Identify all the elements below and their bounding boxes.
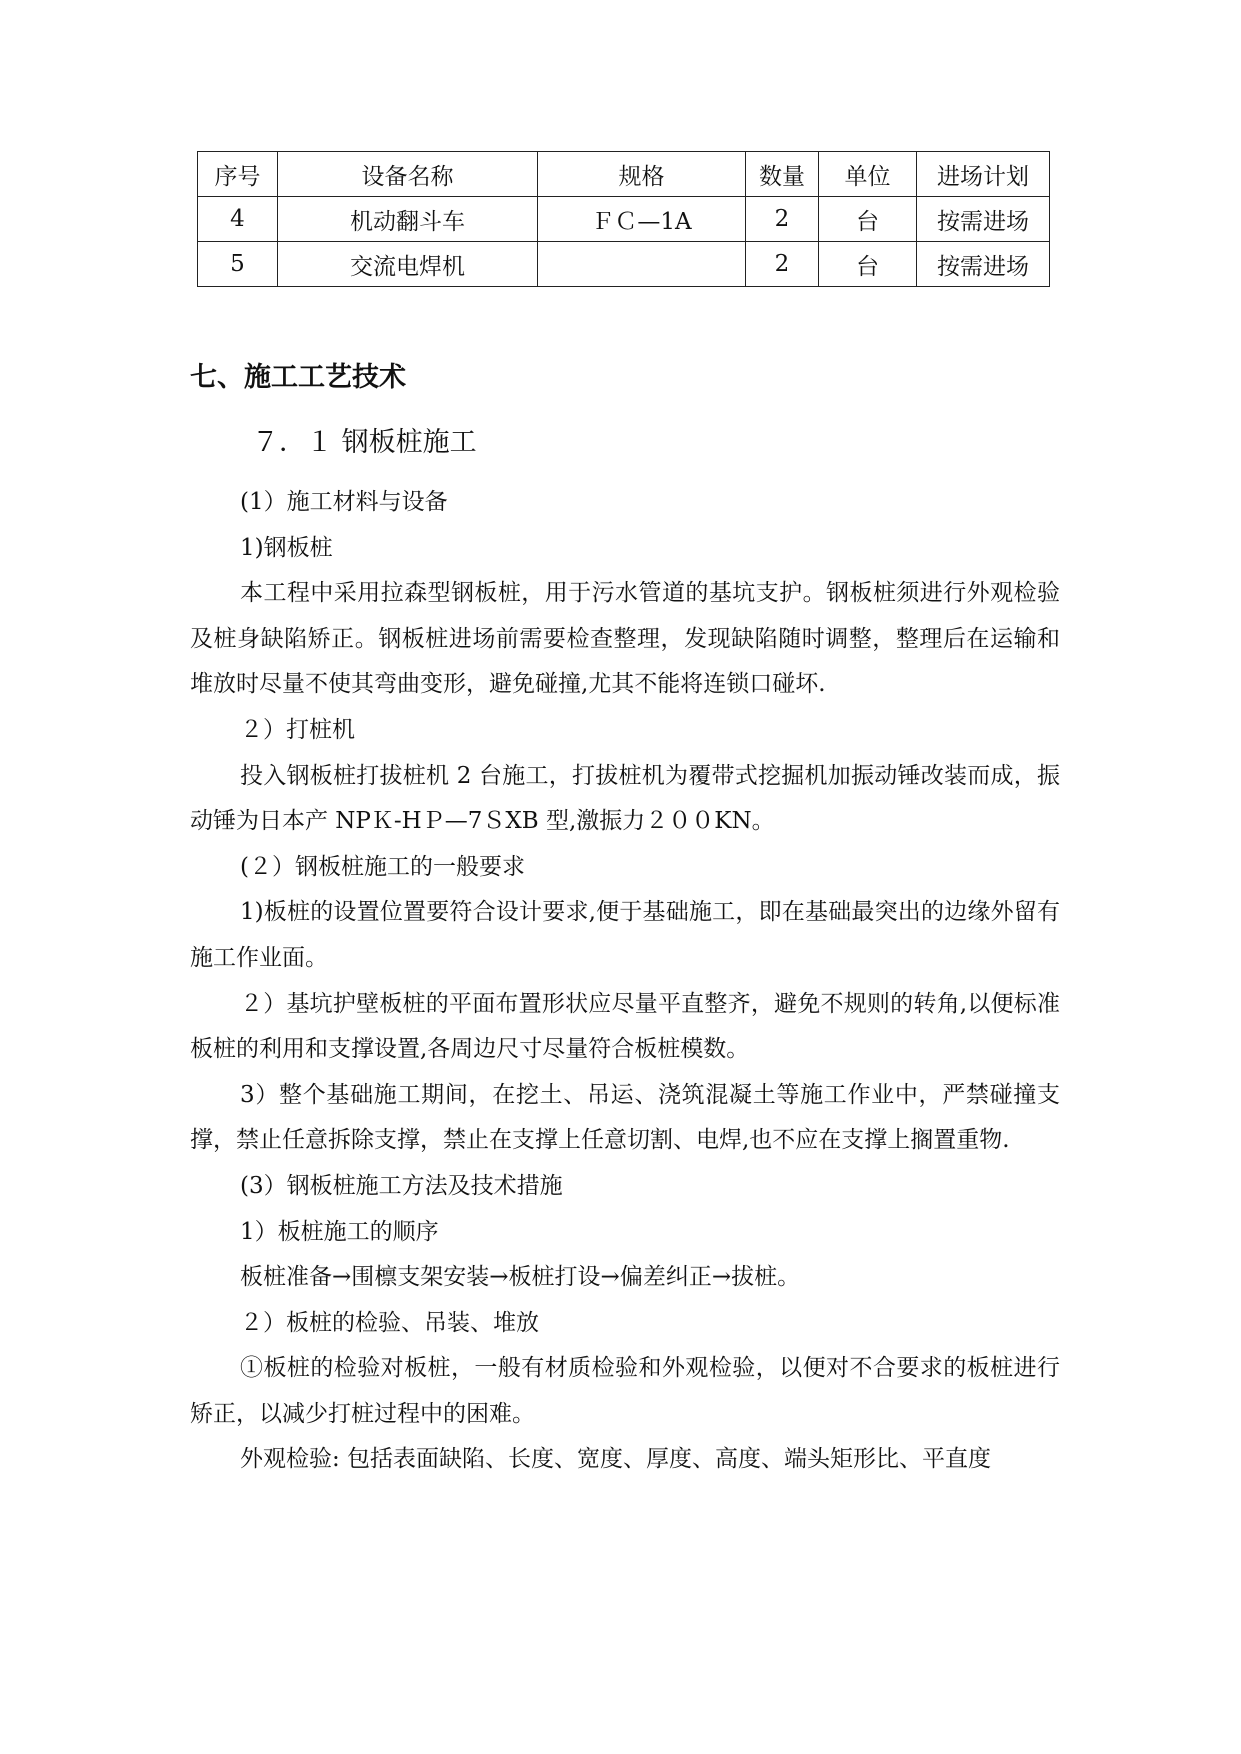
header-cell-plan: 进场计划 bbox=[917, 152, 1050, 197]
equipment-table bbox=[197, 151, 1050, 287]
section-title: 七、施工工艺技术 bbox=[190, 362, 406, 393]
table-header-row bbox=[198, 152, 1050, 197]
table-cell bbox=[538, 242, 746, 287]
paragraph-steel-sheet-pile-text: 本工程中采用拉森型钢板桩，用于污水管道的基坑支护。钢板桩须进行外观检验及桩身缺陷矫正。钢板桩进场前需要检查整理，发现缺陷随时调整，整理后在运输和堆放时尽量不使其弯曲变形，避免碰撞,尤其不能将连锁口碰坏. bbox=[190, 580, 1060, 698]
paragraph-requirement-3: 3）整个基础施工期间，在挖土、吊运、浇筑混凝土等施工作业中，严禁碰撞支撑，禁止任意拆除支撑，禁止在支撑上任意切割、电焊,也不应在支撑上搁置重物. bbox=[190, 1081, 1060, 1154]
header-cell-name: 设备名称 bbox=[278, 152, 538, 197]
paragraph-methods-heading: (3）钢板桩施工方法及技术措施 bbox=[240, 1172, 563, 1199]
header-cell-unit: 单位 bbox=[819, 152, 917, 197]
paragraph-pile-driver-heading: ２）打桩机 bbox=[240, 716, 355, 743]
table-cell: 5 bbox=[198, 242, 278, 287]
table-cell: 台 bbox=[819, 197, 917, 242]
paragraph-requirement-1: 1)板桩的设置位置要符合设计要求,便于基础施工，即在基础最突出的边缘外留有施工作业面。 bbox=[190, 899, 1060, 971]
table-cell: 按需进场 bbox=[917, 197, 1050, 242]
paragraph-general-requirements-heading: (２）钢板桩施工的一般要求 bbox=[240, 853, 525, 880]
table-cell: 2 bbox=[746, 242, 819, 287]
table-cell: 台 bbox=[819, 242, 917, 287]
paragraph-sequence-text: 板桩准备→围檩支架安装→板桩打设→偏差纠正→拔桩。 bbox=[240, 1264, 801, 1291]
table-cell: 机动翻斗车 bbox=[278, 197, 538, 242]
paragraph-steel-sheet-pile-heading: 1)钢板桩 bbox=[240, 534, 333, 561]
subsection-title: ７．１ 钢板桩施工 bbox=[252, 427, 477, 458]
paragraph-sequence-heading: 1）板桩施工的顺序 bbox=[240, 1218, 439, 1245]
table-cell: 2 bbox=[746, 197, 819, 242]
table-cell: 交流电焊机 bbox=[278, 242, 538, 287]
table-row bbox=[198, 197, 1050, 242]
table-cell: 4 bbox=[198, 197, 278, 242]
table-row bbox=[198, 242, 1050, 287]
paragraph-visual-inspection-text: 外观检验: 包括表面缺陷、长度、宽度、厚度、高度、端头矩形比、平直度 bbox=[240, 1446, 992, 1473]
paragraph-inspection-text: ①板桩的检验对板桩，一般有材质检验和外观检验，以便对不合要求的板桩进行矫正，以减少打桩过程中的困难。 bbox=[190, 1355, 1060, 1427]
header-cell-quantity: 数量 bbox=[746, 152, 819, 197]
table-cell: 按需进场 bbox=[917, 242, 1050, 287]
header-cell-spec: 规格 bbox=[538, 152, 746, 197]
paragraph-pile-driver-text: 投入钢板桩打拔桩机 2 台施工，打拔桩机为覆带式挖掘机加振动锤改装而成，振动锤为日本产 NPＫ-HＰ—7ＳXB 型,激振力２００KN。 bbox=[190, 762, 1060, 835]
paragraph-materials-heading: (1）施工材料与设备 bbox=[240, 489, 448, 515]
body-text bbox=[190, 480, 1060, 1483]
paragraph-requirement-2: ２）基坑护壁板桩的平面布置形状应尽量平直整齐，避免不规则的转角,以便标准板桩的利用和支撑设置,各周边尺寸尽量符合板桩模数。 bbox=[190, 990, 1060, 1063]
paragraph-inspection-heading: ２）板桩的检验、吊装、堆放 bbox=[240, 1309, 539, 1336]
header-cell-index: 序号 bbox=[198, 152, 278, 197]
table-cell: ＦＣ—1A bbox=[538, 197, 746, 242]
